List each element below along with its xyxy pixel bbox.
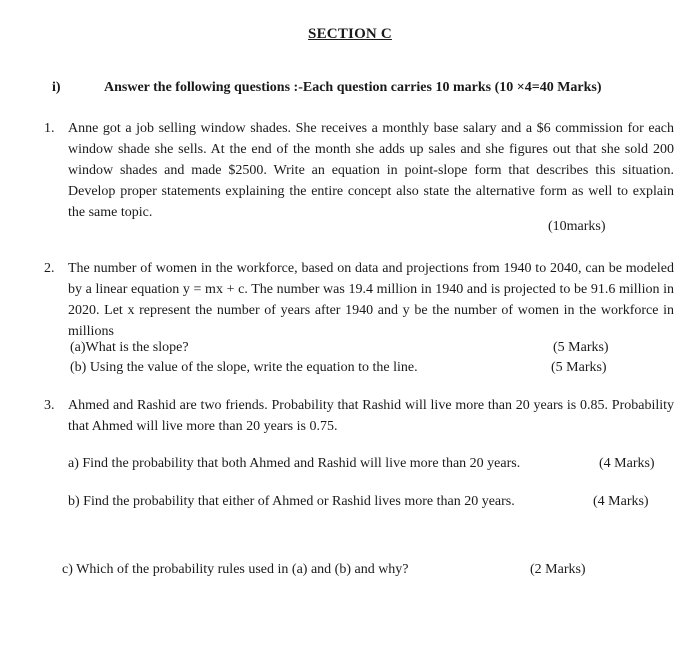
question-3c-marks: (2 Marks) (530, 562, 586, 577)
section-title: SECTION C (308, 26, 392, 42)
question-2-number: 2. (44, 261, 55, 276)
question-3b-marks: (4 Marks) (593, 494, 649, 509)
question-3-number: 3. (44, 398, 55, 413)
instruction-text: Answer the following questions :-Each question carries 10 marks (10 ×4=40 Marks) (104, 80, 602, 95)
question-2-text: The number of women in the workforce, based on data and projections from 1940 to 2040, can be modeled by a linear equation y = mx + c. The number was 19.4 million in 1940 and is projected to be 91.6 million in 2020. Let x represent the number of years after 1940 and y be the number of women in the workforce in millions (68, 261, 674, 339)
question-1-marks: (10marks) (548, 219, 606, 234)
question-1-text: Anne got a job selling window shades. She receives a monthly base salary and a $6 commission for each window shade she sells. At the end of the month she adds up sales and she figures out that she sold 200 window shades and made $2500. Write an equation in point-slope form that describes this situation. Develop proper statements explaining the entire concept also state the alternative form as well to explain the same topic. (68, 121, 674, 220)
question-2b-label: (b) Using the value of the slope, write the equation to the line. (70, 360, 418, 375)
question-2a-marks: (5 Marks) (553, 340, 609, 355)
question-3a-marks: (4 Marks) (599, 456, 655, 471)
question-1-number: 1. (44, 121, 55, 136)
question-3b-label: b) Find the probability that either of Ahmed or Rashid lives more than 20 years. (68, 494, 515, 509)
question-2b-marks: (5 Marks) (551, 360, 607, 375)
question-3-text: Ahmed and Rashid are two friends. Probability that Rashid will live more than 20 years is 0.85. Probability that Ahmed will live more than 20 years is 0.75. (68, 398, 674, 434)
instruction-number: i) (52, 80, 61, 95)
question-3c-label: c) Which of the probability rules used in (a) and (b) and why? (62, 562, 409, 577)
question-3a-label: a) Find the probability that both Ahmed and Rashid will live more than 20 years. (68, 456, 521, 471)
question-2a-label: (a)What is the slope? (70, 340, 189, 355)
